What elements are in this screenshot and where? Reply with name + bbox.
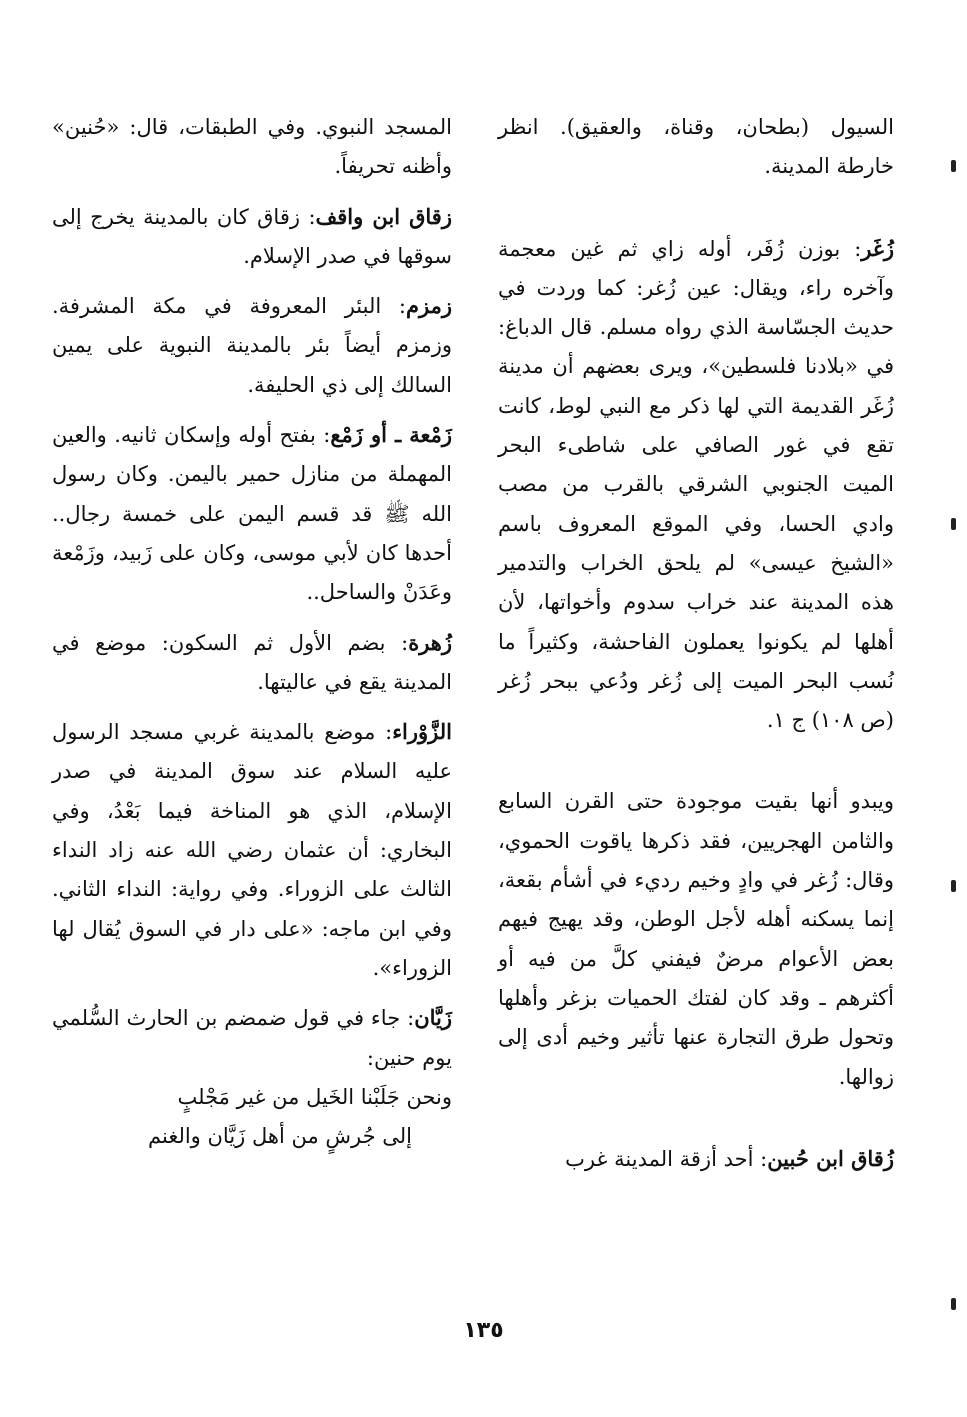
entry-heading: زُقاق ابن حُبين	[767, 1145, 894, 1171]
entry-zama	[52, 415, 452, 612]
entry-zuhra	[52, 623, 452, 703]
margin-mark	[951, 1298, 956, 1310]
entry-body: ويبدو أنها بقيت موجودة حتى القرن السابع والثامن الهجريين، فقد ذكرها ياقوت الحموي، وقال: زُغر في وادٍ وخيم رديء في أشأم بقعة، إنما يسكنه أهله لأجل الوطن، وقد يهيج فيهم بعض الأعوام مرضٌ فيفني كلَّ من فيه أو أكثرهم ـ وقد كان لفتك الحميات بزغر وأهلها وتحول طرق التجارة عنها تأثير وخيم أدى إلى زوالها.	[498, 789, 894, 1089]
entry-heading: زَيَّان	[414, 1005, 452, 1031]
entry-heading: الزَّوْراء	[392, 719, 452, 745]
margin-mark	[951, 518, 956, 530]
entry-zughar-continued	[498, 782, 894, 1096]
entry-body: : زقاق كان بالمدينة يخرج إلى سوقها في صدر الإسلام.	[52, 204, 452, 268]
entry-heading: زُهرة	[408, 629, 452, 655]
entry-zuqaq-ibn-hubayn	[498, 1139, 894, 1179]
entry-body: : جاء في قول ضمضم بن الحارث السُّلمي يوم حنين:	[52, 1006, 452, 1070]
entry-body: : البئر المعروفة في مكة المشرفة. وزمزم أيضاً بئر بالمدينة النبوية على يمين السالك إلى ذي الحليفة.	[52, 294, 452, 397]
page-number: ١٣٥	[463, 1318, 504, 1343]
entry-body: : بفتح أوله وإسكان ثانيه. والعين المهملة من منازل حمير باليمن. وكان رسول الله ﷺ قد قسم اليمن على خمسة رجال.. أحدها كان لأبي موسى، وكان على زَبيد، وزَمْعة وعَدَنْ والساحل..	[52, 423, 452, 605]
entry-zuqaq-ibn-waqif	[52, 197, 452, 277]
right-column	[498, 108, 894, 1179]
left-column	[52, 108, 452, 1156]
entry-body: : موضع بالمدينة غربي مسجد الرسول عليه السلام عند سوق المدينة في صدر الإسلام، الذي هو المناخة فيما بَعْدُ، وفي البخاري: أن عثمان رضي الله عنه زاد النداء الثالث على الزوراء. وفي رواية: النداء الثاني. وفي ابن ماجه: «على دار في السوق يُقال لها الزوراء».	[52, 720, 452, 980]
entry-heading: زَمْعة ـ أو زَمْع	[330, 422, 452, 448]
entry-zawra	[52, 712, 452, 988]
entry-heading: زقاق ابن واقف	[315, 203, 452, 229]
entry-body: : بوزن زُفَر، أوله زاي ثم غين معجمة وآخره راء، ويقال: عين زُغر: كما وردت في حديث الجسّاسة الذي رواه مسلم. قال الدباغ: في «بلادنا فلسطين»، ويرى بعضهم أن مدينة زُغَر القديمة التي لها ذكر مع النبي لوط، كانت تقع في غور الصافي على شاطىء البحر الميت الجنوبي الشرقي بالقرب من مصب وادي الحسا، وفي الموقع المعروف باسم «الشيخ عيسى» لم يلحق الخراب والتدمير هذه المدينة عند خراب سدوم وأخواتها، لأن أهلها لم يكونوا يعملون الفاحشة، وكثيراً ما نُسب البحر الميت إلى زُغر ودُعي ببحر زُغر (ص ١٠٨) ج ١.	[498, 236, 894, 733]
left-intro-paragraph: المسجد النبوي. وفي الطبقات، قال: «حُنين» وأظنه تحريفاً.	[52, 115, 452, 179]
entry-heading: زُغَر	[861, 235, 894, 261]
margin-mark	[951, 880, 956, 892]
poem-verse-line: ونحن جَلَبْنا الخَيل من غير مَجْلبٍ	[177, 1084, 452, 1109]
margin-mark	[951, 160, 956, 172]
entry-body: : أحد أزقة المدينة غرب	[565, 1146, 768, 1171]
entry-heading: زمزم	[406, 293, 452, 319]
right-intro-paragraph: السيول (بطحان، وقناة، والعقيق). انظر خارطة المدينة.	[498, 115, 894, 179]
entry-zughar	[498, 229, 894, 741]
entry-body: : بضم الأول ثم السكون: موضع في المدينة يقع في عاليتها.	[52, 630, 452, 694]
poem-verse-line: إلى جُرشٍ من أهل زَيَّان والغنم	[148, 1124, 412, 1149]
entry-zayyan	[52, 998, 452, 1078]
entry-zamzam	[52, 286, 452, 405]
